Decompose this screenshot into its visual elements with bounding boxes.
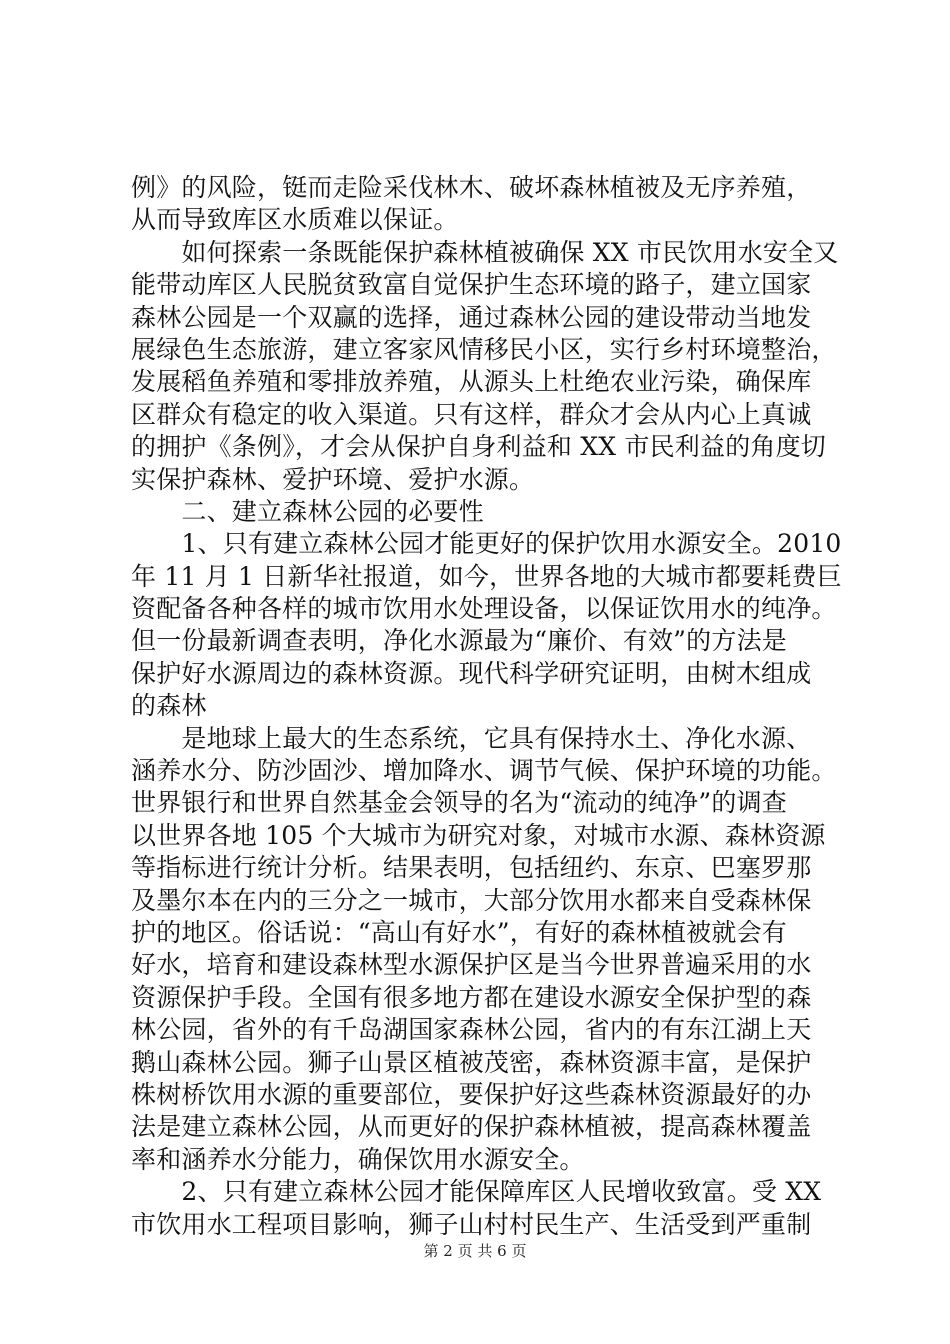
text-line: 1、只有建立森林公园才能更好的保护饮用水源安全。2010: [131, 529, 842, 559]
text-line: 资源保护手段。全国有很多地方都在建设水源安全保护型的森: [131, 982, 812, 1012]
text-line: 的森林: [131, 691, 207, 721]
text-line: 鹅山森林公园。狮子山景区植被茂密，森林资源丰富，是保护: [131, 1047, 812, 1077]
text-line: 法是建立森林公园，从而更好的保护森林植被，提高森林覆盖: [131, 1112, 812, 1142]
text-line: 林公园，省外的有千岛湖国家森林公园，省内的有东江湖上天: [131, 1015, 812, 1045]
text-line: 能带动库区人民脱贫致富自觉保护生态环境的路子，建立国家: [131, 270, 812, 300]
text-line: 护的地区。俗话说：“高山有好水”，有好的森林植被就会有: [131, 917, 787, 947]
text-line: 2、只有建立森林公园才能保障库区人民增收致富。受 XX: [131, 1177, 822, 1207]
text-line: 实保护森林、爱护环境、爱护水源。: [131, 464, 535, 494]
text-line: 率和涵养水分能力，确保饮用水源安全。: [131, 1144, 585, 1174]
text-line: 市饮用水工程项目影响，狮子山村村民生产、生活受到严重制: [131, 1209, 812, 1239]
text-line: 世界银行和世界自然基金会领导的名为“流动的纯净”的调查: [131, 788, 787, 818]
text-line: 资配备各种各样的城市饮用水处理设备，以保证饮用水的纯净。: [131, 594, 837, 624]
text-line: 区群众有稳定的收入渠道。只有这样，群众才会从内心上真诚: [131, 399, 812, 429]
text-line: 好水，培育和建设森林型水源保护区是当今世界普遍采用的水: [131, 950, 812, 980]
text-line: 涵养水分、防沙固沙、增加降水、调节气候、保护环境的功能。: [131, 756, 837, 786]
page-number-footer: 第 2 页 共 6 页: [423, 1242, 527, 1260]
text-line: 年 11 月 1 日新华社报道，如今，世界各地的大城市都要耗费巨: [131, 561, 842, 591]
text-line: 从而导致库区水质难以保证。: [131, 205, 459, 235]
text-line: 的拥护《条例》，才会从保护自身利益和 XX 市民利益的角度切: [131, 432, 826, 462]
section-heading: 二、建立森林公园的必要性: [131, 496, 484, 526]
text-line: 例》的风险，铤而走险采伐林木、破坏森林植被及无序养殖，: [131, 173, 812, 202]
text-line: 如何探索一条既能保护森林植被确保 XX 市民饮用水安全又: [131, 237, 839, 267]
text-line: 以世界各地 105 个大城市为研究对象，对城市水源、森林资源: [131, 820, 826, 850]
text-line: 森林公园是一个双赢的选择，通过森林公园的建设带动当地发: [131, 302, 812, 332]
text-line: 展绿色生态旅游，建立客家风情移民小区，实行乡村环境整治，: [131, 334, 837, 364]
text-line: 是地球上最大的生态系统，它具有保持水土、净化水源、: [131, 723, 812, 753]
text-line: 保护好水源周边的森林资源。现代科学研究证明，由树木组成: [131, 658, 812, 688]
text-line: 但一份最新调查表明，净化水源最为“廉价、有效”的方法是: [131, 626, 787, 656]
text-line: 发展稻鱼养殖和零排放养殖，从源头上杜绝农业污染，确保库: [131, 367, 812, 397]
text-line: 等指标进行统计分析。结果表明，包括纽约、东京、巴塞罗那: [131, 853, 812, 883]
text-line: 株树桥饮用水源的重要部位，要保护好这些森林资源最好的办: [131, 1079, 812, 1109]
document-body: [131, 172, 851, 1241]
text-line: 及墨尔本在内的三分之一城市，大部分饮用水都来自受森林保: [131, 885, 812, 915]
